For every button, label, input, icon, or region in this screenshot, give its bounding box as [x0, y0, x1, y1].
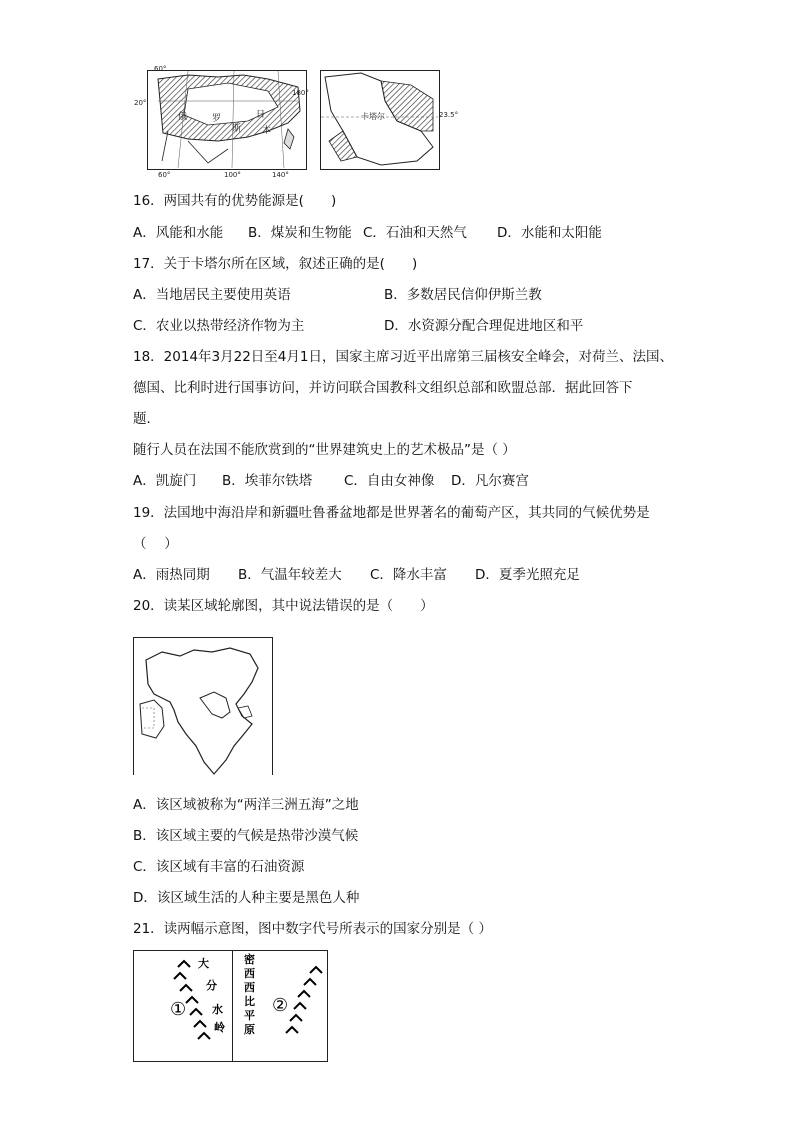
q17-option-a[interactable]: A．当地居民主要使用英语 — [133, 287, 291, 303]
q16-option-d[interactable]: D．水能和太阳能 — [497, 225, 602, 241]
q20-option-c[interactable]: C．该区域有丰富的石油资源 — [133, 859, 305, 875]
q17-option-d[interactable]: D．水资源分配合理促进地区和平 — [384, 318, 584, 334]
q19-option-c[interactable]: C．降水丰富 — [370, 567, 447, 583]
panel1-number: ① — [170, 999, 187, 1020]
map-russia-japan-drawing — [148, 71, 305, 168]
q16-option-c[interactable]: C．石油和天然气 — [363, 225, 467, 241]
map1-label-1: 俄 — [178, 112, 188, 122]
panel2-label-2: 西 — [244, 967, 255, 980]
q19-option-a[interactable]: A．雨热同期 — [133, 567, 210, 583]
q18-option-b[interactable]: B．埃菲尔铁塔 — [222, 473, 313, 489]
q16-option-b[interactable]: B．煤炭和生物能 — [248, 225, 352, 241]
map-region-outline-drawing — [134, 638, 271, 775]
q20-option-a[interactable]: A．该区域被称为“两洋三洲五海”之地 — [133, 797, 359, 813]
map-arabian-peninsula — [320, 70, 459, 170]
map1-tick-bottom-2: 100° — [224, 171, 241, 179]
map1-tick-top: 60° — [154, 65, 167, 73]
map-region-outline — [133, 637, 273, 775]
q16-stem: 16．两国共有的优势能源是( ) — [133, 193, 337, 209]
panel2-label — [244, 953, 258, 1037]
q19-stem-line-1: 19．法国地中海沿岸和新疆吐鲁番盆地都是世界著名的葡萄产区，其共同的气候优势是 — [133, 505, 650, 521]
q20-option-b[interactable]: B．该区域主要的气候是热带沙漠气候 — [133, 828, 359, 844]
map1-label-4: 日 — [256, 110, 266, 120]
map1-label-3: 斯 — [232, 124, 242, 134]
panel2-number: ② — [272, 995, 289, 1016]
q18-intro-line-1: 18．2014年3月22日至4月1日，国家主席习近平出席第三届核安全峰会，对荷兰、法国、 — [133, 349, 673, 365]
map1-label-2: 罗 — [212, 114, 222, 124]
panel1-label-2: 分 — [206, 979, 217, 992]
q17-option-c[interactable]: C．农业以热带经济作物为主 — [133, 318, 305, 334]
q19-option-d[interactable]: D．夏季光照充足 — [475, 567, 580, 583]
diagram-two-panels — [133, 950, 328, 1062]
map-russia-japan — [134, 65, 309, 179]
q19-option-b[interactable]: B．气温年较差大 — [238, 567, 342, 583]
map1-label-5: 本 — [262, 126, 272, 136]
panel2-label-5: 平 — [244, 1009, 255, 1022]
q18-option-d[interactable]: D．凡尔赛宫 — [451, 473, 529, 489]
mountain-symbols — [134, 951, 326, 1061]
q18-intro-line-2: 德国、比利时进行国事访问，并访问联合国教科文组织总部和欧盟总部．据此回答下 — [133, 380, 633, 396]
panel2-label-1: 密 — [244, 953, 255, 966]
panel2-label-3: 西 — [244, 981, 255, 994]
panel1-label-4: 岭 — [214, 1021, 225, 1034]
q18-option-c[interactable]: C．自由女神像 — [344, 473, 435, 489]
q20-stem: 20．读某区域轮廓图，其中说法错误的是（ ） — [133, 598, 434, 614]
panel2-label-6: 原 — [244, 1023, 255, 1036]
map1-tick-bottom-1: 60° — [158, 171, 171, 179]
q21-stem: 21．读两幅示意图，图中数字代号所表示的国家分别是（ ） — [133, 921, 492, 937]
panel2-label-4: 比 — [244, 995, 255, 1008]
q18-intro-line-3: 题． — [133, 411, 160, 427]
q17-stem: 17．关于卡塔尔所在区域，叙述正确的是( ) — [133, 256, 418, 272]
panel1-label-3: 水 — [212, 1003, 223, 1016]
map2-label-lat: 23.5° — [439, 111, 459, 119]
map1-tick-left: 20° — [134, 99, 147, 107]
map1-tick-bottom-3: 140° — [272, 171, 289, 179]
panel1-label-1: 大 — [198, 957, 209, 970]
q18-stem: 随行人员在法国不能欣赏到的“世界建筑史上的艺术极品”是（ ） — [133, 442, 516, 458]
q17-option-b[interactable]: B．多数居民信仰伊斯兰教 — [384, 287, 542, 303]
map2-label-qatar: 卡塔尔 — [361, 112, 385, 121]
q18-option-a[interactable]: A．凯旋门 — [133, 473, 197, 489]
q16-option-a[interactable]: A．风能和水能 — [133, 225, 224, 241]
q19-stem-line-2: （ ） — [133, 536, 178, 552]
q20-option-d[interactable]: D．该区域生活的人种主要是黑色人种 — [133, 890, 360, 906]
map1-tick-right: 180° — [292, 89, 309, 97]
